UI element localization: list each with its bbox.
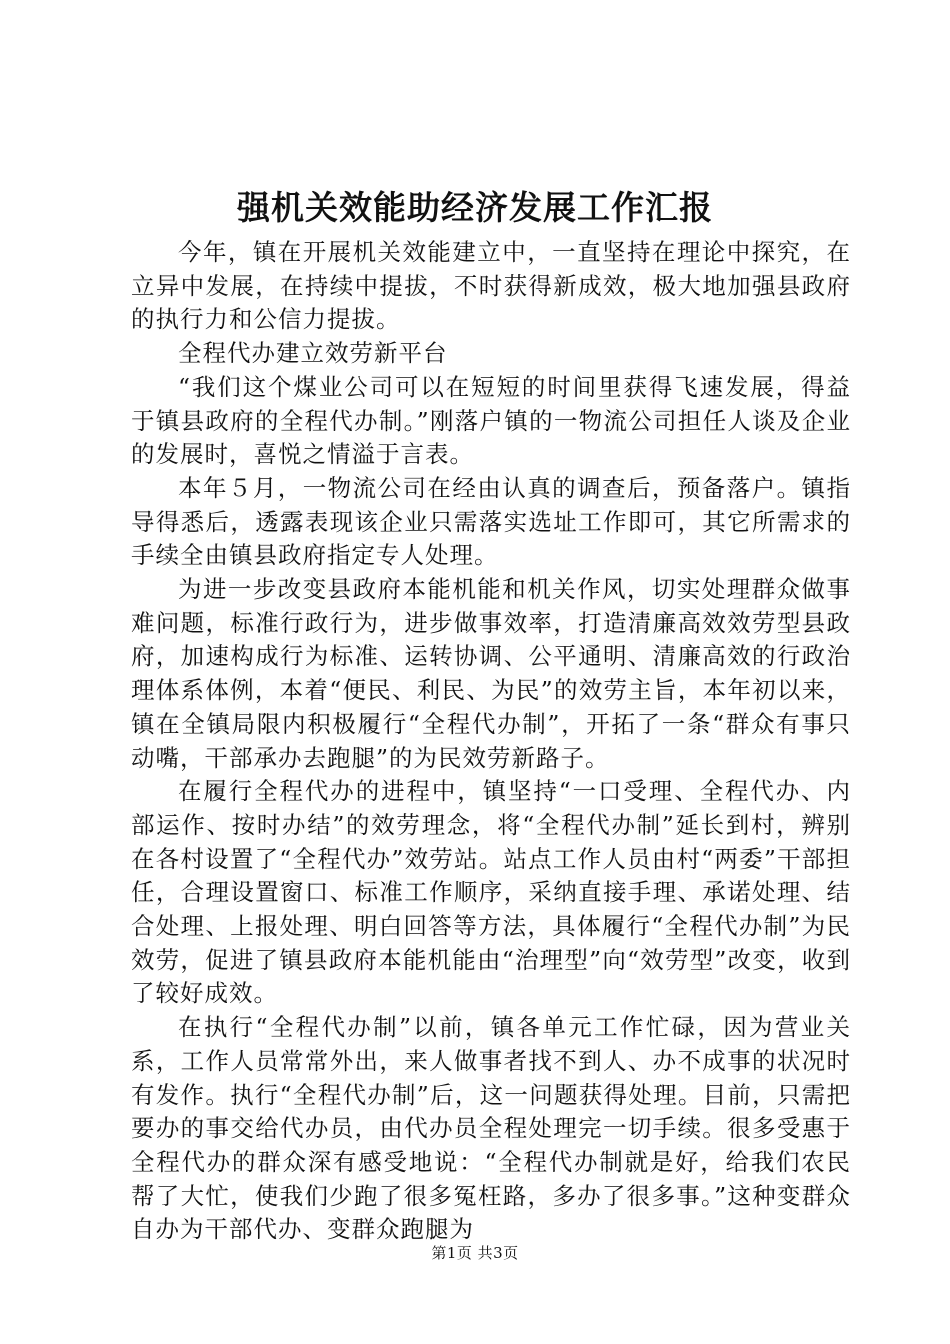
page-number-footer: 第1页 共3页 (431, 1244, 519, 1262)
paragraph: 在履行全程代办的进程中，镇坚持“一口受理、全程代办、内部运作、按时办结”的效劳理念，将“全程代办制”延长到村，辨别在各村设置了“全程代办”效劳站。站点工作人员由村“两委”干部担任，合理设置窗口、标准工作顺序，采纳直接手理、承诺处理、结合处理、上报处理、明白回答等方法，具体履行“全程代办制”为民效劳，促进了镇县政府本能机能由“治理型”向“效劳型”改变，收到了较好成效。 (131, 777, 851, 1008)
paragraph: 为进一步改变县政府本能机能和机关作风，切实处理群众做事难问题，标准行政行为，进步做事效率，打造清廉高效效劳型县政府，加速构成行为标准、运转协调、公平通明、清廉高效的行政治理体系体例，本着“便民、利民、为民”的效劳主旨，本年初以来，镇在全镇局限内积极履行“全程代办制”，开拓了一条“群众有事只动嘴，干部承办去跑腿”的为民效劳新路子。 (131, 575, 851, 772)
section-heading: 全程代办建立效劳新平台 (178, 339, 448, 368)
paragraph: 在执行“全程代办制”以前，镇各单元工作忙碌，因为营业关系，工作人员常常外出，来人做事者找不到人、办不成事的状况时有发作。执行“全程代办制”后，这一问题获得处理。目前，只需把要办的事交给代办员，由代办员全程处理完一切手续。很多受惠于全程代办的群众深有感受地说：“全程代办制就是好，给我们农民帮了大忙，使我们少跑了很多冤枉路，多办了很多事。”这种变群众自办为干部代办、变群众跑腿为 (131, 1013, 851, 1244)
paragraph: 今年，镇在开展机关效能建立中，一直坚持在理论中探究，在立异中发展，在持续中提拔，不时获得新成效，极大地加强县政府的执行力和公信力提拔。 (131, 238, 851, 334)
paragraph: “我们这个煤业公司可以在短短的时间里获得飞速发展，得益于镇县政府的全程代办制。”刚落户镇的一物流公司担任人谈及企业的发展时，喜悦之情溢于言表。 (131, 372, 851, 469)
document-body (131, 236, 851, 1247)
paragraph: 本年５月，一物流公司在经由认真的调查后，预备落户。镇指导得悉后，透露表现该企业只需落实选址工作即可，其它所需求的手续全由镇县政府指定专人处理。 (131, 473, 851, 570)
document-title: 强机关效能助经济发展工作汇报 (237, 188, 713, 227)
